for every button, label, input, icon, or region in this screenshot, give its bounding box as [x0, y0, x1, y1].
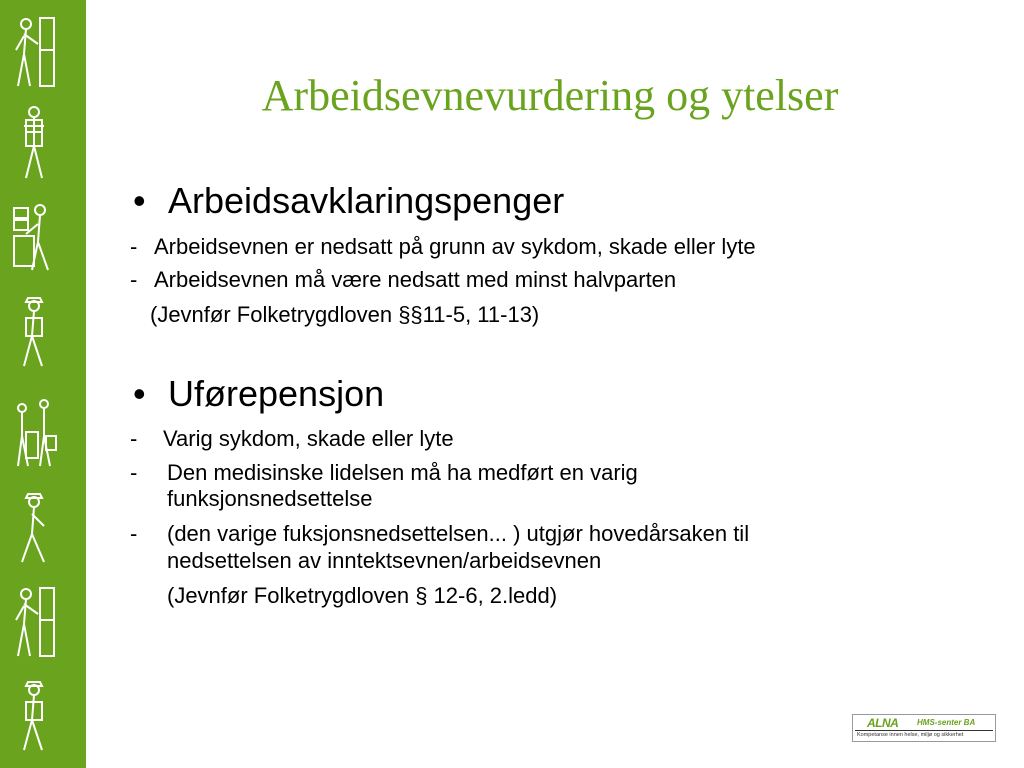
list-item-text: Arbeidsevnen er nedsatt på grunn av sykdom, skade eller lyte [154, 234, 756, 259]
list-item-text: Arbeidsevnen må være nedsatt med minst halvparten [154, 267, 677, 292]
logo-subtitle: HMS-senter BA [917, 718, 976, 727]
worker-walking-icon [10, 490, 58, 568]
worker-cap-icon [10, 292, 58, 370]
logo-divider [855, 730, 993, 731]
worker-cap-icon [10, 676, 58, 754]
bullet-icon: • [133, 373, 146, 414]
bullet-icon: • [133, 180, 146, 221]
decorative-sidebar [0, 0, 86, 768]
dash-marker: - [130, 426, 138, 451]
dash-marker: - [130, 460, 138, 485]
section-heading [133, 180, 565, 221]
worker-at-cabinet-icon [10, 14, 58, 92]
section-heading [133, 373, 385, 414]
logo-tagline: Kompetanse innen helse, miljø og sikkerhet [857, 732, 964, 738]
reference-text: (Jevnfør Folketrygdloven § 12-6, 2.ledd) [167, 583, 558, 608]
section-heading-text: Arbeidsavklaringspenger [168, 180, 565, 221]
worker-standing-icon [10, 104, 58, 182]
worker-at-desk-icon [10, 200, 58, 278]
reference-text: (Jevnfør Folketrygdloven §§11-5, 11-13) [150, 302, 540, 327]
dash-marker: - [130, 267, 138, 292]
logo-name: ALNA [867, 716, 899, 730]
dash-marker: - [130, 521, 138, 546]
worker-at-cabinet-icon [10, 584, 58, 662]
list-item-continuation: funksjonsnedsettelse [167, 486, 373, 511]
list-item-continuation: nedsettelsen av inntektsevnen/arbeidsevnen [167, 548, 602, 573]
slide-title: Arbeidsevnevurdering og ytelser [261, 71, 839, 120]
dash-marker: - [130, 234, 138, 259]
section-heading-text: Uførepensjon [168, 373, 385, 414]
workers-with-case-icon [10, 396, 58, 474]
company-logo [852, 714, 996, 742]
list-item-text: Varig sykdom, skade eller lyte [163, 426, 454, 451]
list-item-text: (den varige fuksjonsnedsettelsen... ) utgjør hovedårsaken til [167, 521, 750, 546]
list-item-text: Den medisinske lidelsen må ha medført en varig [167, 460, 638, 485]
